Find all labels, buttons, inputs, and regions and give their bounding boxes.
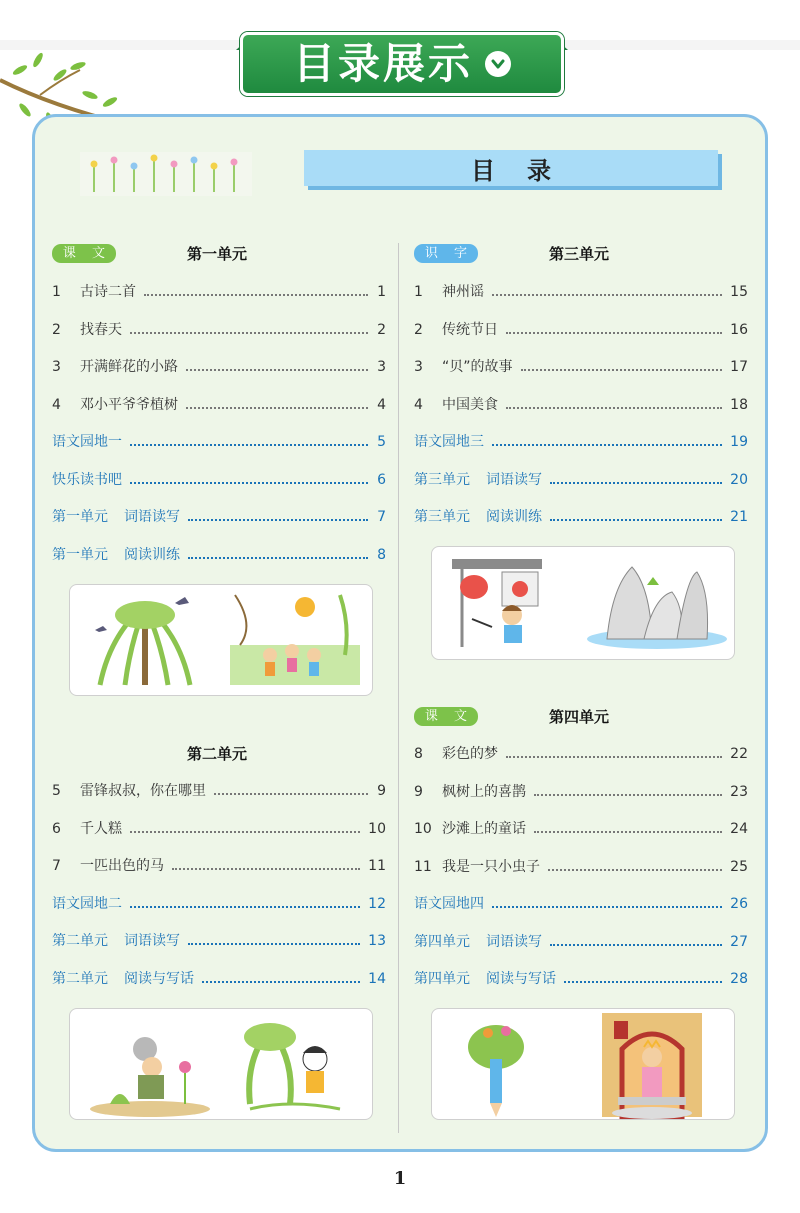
entry-number: 3 [52, 359, 61, 375]
entry-title: 第四单元 [414, 933, 470, 950]
toc-entry[interactable] [52, 320, 386, 340]
entry-number: 2 [414, 321, 423, 338]
entry-number: 7 [52, 858, 61, 874]
dot-leader [186, 407, 368, 409]
entry-title: 千人糕 [80, 820, 122, 837]
entry-number: 6 [52, 820, 61, 837]
dot-leader [506, 756, 722, 758]
toc-entry[interactable] [52, 357, 386, 377]
toc-column-left [52, 0, 386, 1213]
entry-page-number: 11 [368, 858, 386, 874]
entry-page-number: 4 [377, 396, 386, 413]
entry-title: 语文园地二 [52, 895, 122, 912]
dot-leader [172, 868, 360, 870]
entry-title: 邓小平爷爷植树 [80, 396, 178, 413]
entry-number: 3 [414, 359, 423, 375]
dot-leader [492, 444, 722, 446]
entry-title: 雷锋叔叔，你在哪里 [80, 783, 206, 799]
unit-heading [52, 744, 386, 764]
entry-page-number: 8 [377, 546, 386, 563]
entry-number: 5 [52, 783, 61, 799]
dot-leader [188, 943, 360, 945]
unit-heading [414, 707, 748, 727]
dot-leader [534, 831, 722, 833]
dot-leader [144, 294, 368, 296]
entry-title: “贝”的故事 [442, 359, 513, 375]
entry-title: 语文园地一 [52, 434, 122, 450]
unit-title: 第一单元 [186, 245, 247, 263]
entry-subtitle: 词语读写 [486, 933, 542, 950]
dot-leader [550, 944, 722, 946]
toc-entry[interactable] [414, 894, 748, 914]
entry-title: 我是一只小虫子 [442, 858, 540, 875]
entry-page-number: 24 [730, 821, 748, 837]
toc-entry[interactable] [414, 932, 748, 952]
entry-title: 第四单元 [414, 971, 470, 987]
entry-number: 9 [414, 783, 423, 800]
dot-leader [521, 369, 723, 371]
entry-page-number: 20 [730, 471, 748, 488]
toc-entry[interactable] [52, 545, 386, 565]
toc-entry[interactable] [52, 856, 386, 876]
unit-heading [52, 244, 386, 264]
toc-entry[interactable] [52, 470, 386, 490]
entry-title: 传统节日 [442, 321, 498, 338]
dot-leader [188, 557, 368, 559]
toc-entry[interactable] [414, 470, 748, 490]
entry-page-number: 13 [368, 933, 386, 949]
dot-leader [506, 407, 722, 409]
entry-page-number: 6 [377, 471, 386, 488]
illustration-unit-1 [69, 584, 373, 696]
entry-page-number: 5 [377, 434, 386, 450]
unit-title: 第四单元 [548, 708, 609, 726]
toc-entry[interactable] [414, 507, 748, 527]
toc-entry[interactable] [414, 969, 748, 989]
entry-number: 4 [414, 396, 423, 413]
entry-title: 中国美食 [442, 396, 498, 413]
dot-leader [130, 831, 360, 833]
entry-page-number: 22 [730, 746, 748, 762]
entry-page-number: 12 [368, 895, 386, 912]
dot-leader [130, 444, 368, 446]
entry-title: 古诗二首 [80, 284, 136, 300]
toc-entry[interactable] [414, 857, 748, 877]
entry-page-number: 25 [730, 858, 748, 875]
toc-entry[interactable] [414, 432, 748, 452]
entry-subtitle: 阅读与写话 [486, 971, 556, 987]
entry-page-number: 1 [377, 284, 386, 300]
entry-title: 第二单元 [52, 933, 108, 949]
entry-title: 枫树上的喜鹊 [442, 783, 526, 800]
entry-page-number: 21 [730, 509, 748, 525]
entry-subtitle: 词语读写 [486, 471, 542, 488]
entry-number: 1 [52, 284, 61, 300]
entry-page-number: 10 [368, 820, 386, 837]
entry-subtitle: 词语读写 [124, 509, 180, 525]
page-title: 目录展示 [292, 39, 473, 88]
entry-page-number: 2 [377, 321, 386, 338]
toc-entry[interactable] [52, 969, 386, 989]
dot-leader [492, 906, 722, 908]
entry-subtitle: 词语读写 [124, 933, 180, 949]
entry-page-number: 7 [377, 509, 386, 525]
entry-title: 语文园地四 [414, 896, 484, 912]
entry-subtitle: 阅读训练 [124, 546, 180, 563]
page-number: 1 [393, 1168, 407, 1189]
entry-page-number: 27 [730, 933, 748, 950]
entry-title: 第二单元 [52, 970, 108, 987]
dot-leader [550, 519, 722, 521]
entry-number: 10 [414, 821, 432, 837]
entry-title: 第一单元 [52, 509, 108, 525]
entry-page-number: 17 [730, 359, 748, 375]
unit-title: 第二单元 [186, 745, 247, 763]
entry-page-number: 14 [368, 970, 386, 987]
dot-leader [564, 981, 722, 983]
toc-entry[interactable] [52, 432, 386, 452]
entry-page-number: 28 [730, 971, 748, 987]
dot-leader [550, 482, 722, 484]
entry-title: 彩色的梦 [442, 746, 498, 762]
toc-column-right [414, 0, 748, 1213]
entry-title: 开满鲜花的小路 [80, 359, 178, 375]
entry-page-number: 23 [730, 783, 748, 800]
entry-title: 第三单元 [414, 471, 470, 488]
entry-title: 第三单元 [414, 509, 470, 525]
entry-title: 一匹出色的马 [80, 858, 164, 874]
column-divider [398, 243, 399, 1133]
entry-page-number: 19 [730, 434, 748, 450]
entry-number: 2 [52, 321, 61, 338]
entry-title: 快乐读书吧 [52, 471, 122, 488]
dot-leader [130, 482, 368, 484]
dot-leader [506, 332, 722, 334]
toc-entry[interactable] [52, 894, 386, 914]
entry-number: 1 [414, 284, 423, 300]
toc-entry[interactable] [414, 395, 748, 415]
dot-leader [202, 981, 360, 983]
entry-number: 4 [52, 396, 61, 413]
category-tag: 识 字 [414, 244, 478, 263]
toc-entry[interactable] [414, 357, 748, 377]
entry-title: 找春天 [80, 321, 122, 338]
dot-leader [548, 869, 722, 871]
unit-heading [414, 244, 748, 264]
entry-page-number: 18 [730, 396, 748, 413]
toc-entry[interactable] [52, 395, 386, 415]
dot-leader [130, 906, 360, 908]
entry-page-number: 26 [730, 896, 748, 912]
dot-leader [492, 294, 722, 296]
willow-tree-icon [100, 601, 190, 685]
toc-entry[interactable] [414, 320, 748, 340]
unit-title: 第三单元 [548, 245, 609, 263]
toc-entry[interactable] [414, 282, 748, 302]
toc-entry[interactable] [52, 282, 386, 302]
entry-subtitle: 阅读训练 [486, 509, 542, 525]
dot-leader [188, 519, 368, 521]
entry-number: 8 [414, 746, 423, 762]
toc-entry[interactable] [414, 744, 748, 764]
entry-page-number: 16 [730, 321, 748, 338]
entry-title: 沙滩上的童话 [442, 821, 526, 837]
toc-title: 目录 [471, 156, 583, 185]
illustration-unit-4 [431, 1008, 735, 1120]
toc-entry[interactable] [414, 819, 748, 839]
entry-page-number: 9 [377, 783, 386, 799]
toc-entry[interactable] [52, 507, 386, 527]
dot-leader [186, 369, 368, 371]
entry-title: 第一单元 [52, 546, 108, 563]
illustration-unit-3 [431, 546, 735, 660]
entry-page-number: 3 [377, 359, 386, 375]
category-tag: 课 文 [414, 707, 478, 726]
toc-entry[interactable] [52, 781, 386, 801]
illustration-unit-2 [69, 1008, 373, 1120]
dot-leader [130, 332, 368, 334]
dot-leader [214, 793, 368, 795]
entry-subtitle: 阅读与写话 [124, 970, 194, 987]
toc-entry[interactable] [52, 931, 386, 951]
toc-entry[interactable] [52, 819, 386, 839]
dot-leader [534, 794, 722, 796]
entry-number: 11 [414, 858, 432, 875]
entry-page-number: 15 [730, 284, 748, 300]
toc-entry[interactable] [414, 782, 748, 802]
entry-title: 神州谣 [442, 284, 484, 300]
category-tag: 课 文 [52, 244, 116, 263]
entry-title: 语文园地三 [414, 434, 484, 450]
